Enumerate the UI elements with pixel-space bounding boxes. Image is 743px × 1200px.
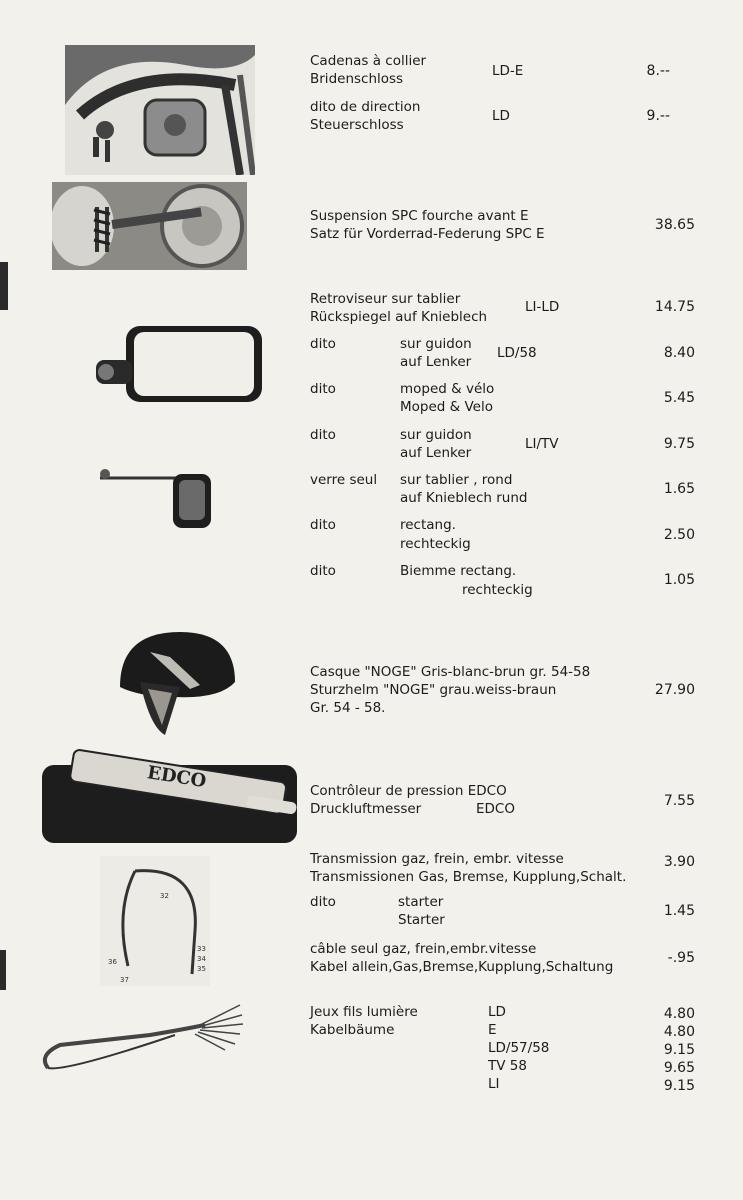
- retro-tablier-code: LI-LD: [525, 299, 560, 315]
- svg-text:32: 32: [160, 892, 169, 900]
- pressure-gauge-photo: [42, 745, 300, 845]
- small-mirror-photo: [95, 460, 225, 535]
- cadenas-code: LD-E: [492, 63, 524, 79]
- suspension-photo: [52, 182, 247, 270]
- binding-mark: [0, 950, 6, 990]
- jeux-price: 9.15: [663, 1042, 695, 1058]
- suspension-de: Satz für Vorderrad-Federung SPC E: [310, 226, 545, 242]
- verre-rect-price: 2.50: [663, 527, 695, 543]
- retro-guidon-dito: dito: [310, 336, 336, 352]
- retro-tablier-price: 14.75: [654, 299, 695, 315]
- svg-text:34: 34: [197, 955, 206, 963]
- cable-photo: [100, 856, 210, 986]
- retro-guidon-de: auf Lenker: [400, 354, 472, 370]
- verre-rect-fr: rectang.: [400, 517, 456, 533]
- retro-moped-price: 5.45: [663, 390, 695, 406]
- biemme-fr: Biemme rectang.: [400, 563, 517, 579]
- svg-text:33: 33: [197, 945, 206, 953]
- jeux-fr: Jeux fils lumière: [310, 1004, 418, 1020]
- cadenas-fr: Cadenas à collier: [310, 53, 427, 69]
- starter-de: Starter: [398, 912, 445, 928]
- direction-price: 9.--: [646, 108, 670, 124]
- jeux-code: E: [488, 1022, 497, 1038]
- retro-guidon-code: LD/58: [497, 345, 537, 361]
- retro-tablier-de: Rückspiegel auf Knieblech: [310, 309, 488, 325]
- retro-moped-de: Moped & Velo: [400, 399, 493, 415]
- wiring-harness-photo: [30, 1000, 245, 1075]
- verre-rect-dito: dito: [310, 517, 336, 533]
- jeux-code: LI: [488, 1076, 500, 1092]
- casque-fr: Casque "NOGE" Gris-blanc-brun gr. 54-58: [310, 664, 591, 680]
- svg-text:37: 37: [120, 976, 129, 984]
- transmission-price: 3.90: [663, 854, 695, 870]
- retro-moped-fr: moped & vélo: [400, 381, 495, 397]
- jeux-code: TV 58: [488, 1058, 527, 1074]
- controleur-de: Druckluftmesser: [310, 801, 422, 817]
- verre-rond-de: auf Knieblech rund: [400, 490, 528, 506]
- transmission-fr: Transmission gaz, frein, embr. vitesse: [310, 851, 564, 867]
- verre-rond-label: verre seul: [310, 472, 378, 488]
- jeux-price: 9.65: [663, 1060, 695, 1076]
- helmet-photo: [110, 627, 240, 737]
- jeux-de: Kabelbäume: [310, 1022, 395, 1038]
- verre-rond-price: 1.65: [663, 481, 695, 497]
- cable-price: -.95: [667, 950, 695, 966]
- verre-rect-de: rechteckig: [400, 536, 471, 552]
- controleur-price: 7.55: [663, 793, 695, 809]
- casque-de: Sturzhelm "NOGE" grau.weiss-braun: [310, 682, 557, 698]
- retro-guidon-li-code: LI/TV: [525, 436, 559, 452]
- retro-guidon-li-de: auf Lenker: [400, 445, 472, 461]
- direction-code: LD: [492, 108, 510, 124]
- retro-guidon-li-price: 9.75: [663, 436, 695, 452]
- casque-size: Gr. 54 - 58.: [310, 700, 386, 716]
- jeux-price: 4.80: [663, 1006, 695, 1022]
- biemme-de: rechteckig: [462, 582, 533, 598]
- controleur-fr: Contrôleur de pression EDCO: [310, 783, 507, 799]
- controleur-code: EDCO: [476, 801, 515, 817]
- retro-guidon-li-dito: dito: [310, 427, 336, 443]
- jeux-code: LD/57/58: [488, 1040, 550, 1056]
- cable-de: Kabel allein,Gas,Bremse,Kupplung,Schaltung: [310, 959, 614, 975]
- retro-guidon-price: 8.40: [663, 345, 695, 361]
- retro-guidon-li-fr: sur guidon: [400, 427, 472, 443]
- verre-rond-fr: sur tablier , rond: [400, 472, 513, 488]
- gauge-brand-label: EDCO: [145, 762, 208, 793]
- cadenas-price: 8.--: [646, 63, 670, 79]
- mirror-photo: [96, 322, 266, 406]
- suspension-price: 38.65: [654, 217, 695, 233]
- retro-tablier-fr: Retroviseur sur tablier: [310, 291, 461, 307]
- jeux-code: LD: [488, 1004, 506, 1020]
- cable-fr: câble seul gaz, frein,embr.vitesse: [310, 941, 537, 957]
- biemme-price: 1.05: [663, 572, 695, 588]
- starter-dito: dito: [310, 894, 336, 910]
- casque-price: 27.90: [654, 682, 695, 698]
- lock-photo: [65, 45, 255, 175]
- starter-price: 1.45: [663, 903, 695, 919]
- direction-de: Steuerschloss: [310, 117, 404, 133]
- direction-fr: dito de direction: [310, 99, 421, 115]
- biemme-dito: dito: [310, 563, 336, 579]
- jeux-price: 4.80: [663, 1024, 695, 1040]
- svg-text:35: 35: [197, 965, 206, 973]
- retro-moped-dito: dito: [310, 381, 336, 397]
- suspension-fr: Suspension SPC fourche avant E: [310, 208, 529, 224]
- jeux-price: 9.15: [663, 1078, 695, 1094]
- starter-fr: starter: [398, 894, 444, 910]
- transmission-de: Transmissionen Gas, Bremse, Kupplung,Schalt.: [310, 869, 627, 885]
- retro-guidon-fr: sur guidon: [400, 336, 472, 352]
- svg-text:36: 36: [108, 958, 117, 966]
- binding-mark: [0, 262, 8, 310]
- cadenas-de: Bridenschloss: [310, 71, 404, 87]
